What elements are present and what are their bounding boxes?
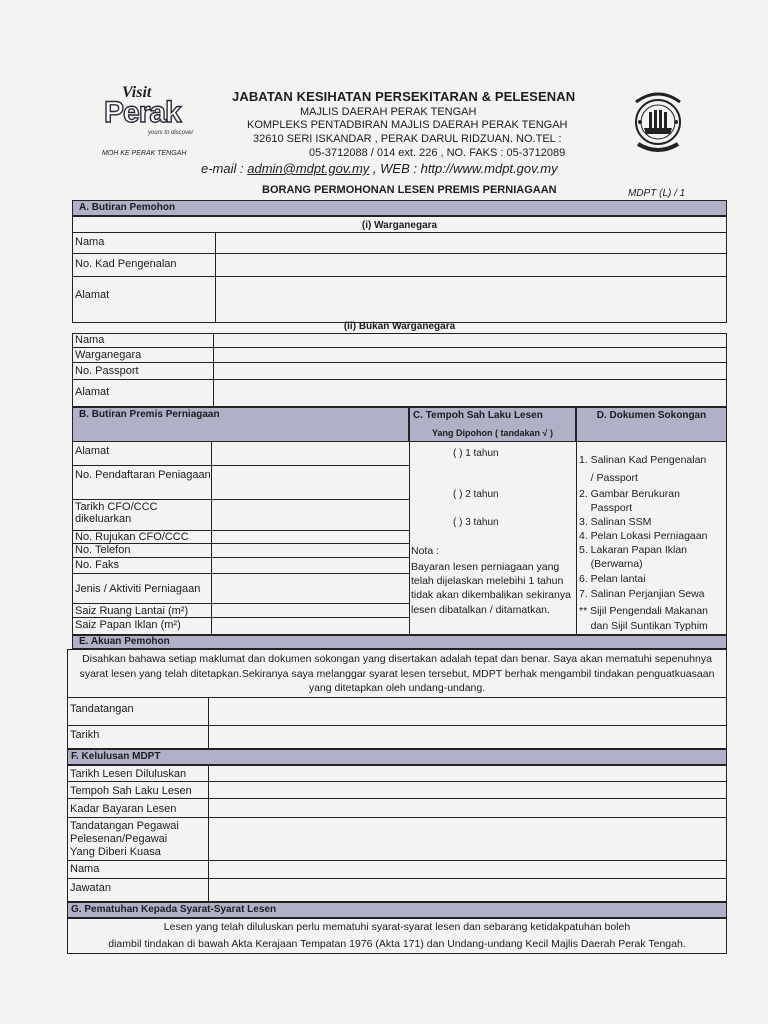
business-registration-field[interactable]	[213, 466, 408, 499]
floor-size-field[interactable]	[213, 604, 408, 617]
nota-line-4: lesen dibatalkan / ditamatkan.	[411, 604, 550, 616]
cfo-date-field[interactable]	[213, 500, 408, 530]
nota-label: Nota :	[411, 545, 440, 557]
section-a-header	[72, 200, 727, 216]
document-item: 7. Salinan Perjanjian Sewa	[579, 588, 705, 600]
officer-signature-label-1: Tandatangan Pegawai	[70, 820, 179, 832]
premises-address-label: Alamat	[75, 445, 110, 457]
cfo-reference-label: No. Rujukan CFO/CCC	[75, 531, 189, 543]
business-activity-label: Jenis / Aktiviti Perniagaan	[75, 583, 201, 595]
citizen-name-field[interactable]	[217, 234, 725, 252]
period-option-3-years[interactable]: ( ) 3 tahun	[453, 517, 499, 528]
license-validity-field[interactable]	[210, 782, 726, 798]
org-title: JABATAN KESIHATAN PERSEKITARAN & PELESENAN	[232, 89, 576, 104]
license-validity-label: Tempoh Sah Laku Lesen	[70, 785, 192, 797]
document-item: 5. Lakaran Papan Iklan	[579, 544, 687, 556]
declaration-line-3: yang ditetapkan oleh undang-undang.	[308, 682, 486, 694]
section-b-title: B. Butiran Premis Perniagaan	[79, 409, 220, 420]
noncitizen-name-label: Nama	[75, 334, 105, 346]
cfo-date-label-2: dikeluarkan	[75, 513, 132, 525]
citizen-subtitle: (i) Warganegara	[361, 220, 438, 231]
fax-label: No. Faks	[75, 559, 120, 571]
business-activity-field[interactable]	[213, 574, 408, 603]
period-option-1-year[interactable]: ( ) 1 tahun	[453, 448, 499, 459]
license-fee-field[interactable]	[210, 799, 726, 817]
document-item: / Passport	[579, 472, 638, 484]
nota-line-2: telah dijelaskan melebihi 1 tahun	[411, 575, 564, 587]
compliance-line-2: diambil tindakan di bawah Akta Kerajaan Tempatan 1976 (Akta 171) dan Undang-undang Kecil Majlis Daerah Perak Tengah.	[108, 938, 686, 950]
approval-date-label: Tarikh Lesen Diluluskan	[70, 768, 187, 780]
logo-visit-text: Visit	[122, 84, 152, 101]
fax-field[interactable]	[213, 558, 408, 573]
officer-name-field[interactable]	[210, 861, 726, 878]
phone-field[interactable]	[213, 544, 408, 557]
noncitizen-subtitle: (ii) Bukan Warganegara	[343, 321, 456, 332]
logo-perak-text: Perak	[104, 96, 181, 129]
section-e-header	[72, 635, 727, 649]
document-item: (Berwarna)	[579, 558, 643, 570]
date-field[interactable]	[210, 726, 726, 748]
citizen-address-field[interactable]	[217, 278, 725, 322]
document-item: dan Sijil Suntikan Typhim	[579, 620, 708, 632]
phone-line: 05-3712088 / 014 ext. 226 , NO. FAKS : 05-3712089	[309, 147, 566, 159]
officer-signature-label-3: Yang Diberi Kuasa	[70, 846, 161, 858]
email-prefix: e-mail :	[201, 161, 248, 176]
citizen-ic-field[interactable]	[217, 255, 725, 275]
address-line: 32610 SERI ISKANDAR , PERAK DARUL RIDZUAN. NO.TEL :	[253, 133, 562, 145]
officer-position-field[interactable]	[210, 879, 726, 901]
application-form	[67, 199, 727, 954]
email-link[interactable]: admin@mdpt.gov.my	[247, 161, 370, 176]
document-item: 4. Pelan Lokasi Perniagaan	[579, 530, 708, 542]
signboard-size-field[interactable]	[213, 618, 408, 634]
date-label: Tarikh	[70, 729, 100, 741]
noncitizen-address-field[interactable]	[215, 380, 726, 406]
business-registration-label: No. Pendaftaran Peniagaan	[75, 469, 211, 481]
section-g-header	[67, 902, 727, 918]
declaration-line-1: Disahkan bahawa setiap maklumat dan dokumen sokongan yang disertakan adalah tepat dan benar. Saya akan mematuhi sepenuhnya	[82, 653, 712, 665]
section-d-title: D. Dokumen Sokongan	[596, 410, 707, 421]
council-name: MAJLIS DAERAH PERAK TENGAH	[300, 106, 477, 118]
web-link[interactable]: http://www.mdpt.gov.my	[420, 161, 558, 176]
section-f-header	[67, 749, 727, 765]
phone-label: No. Telefon	[75, 544, 131, 556]
document-item: 1. Salinan Kad Pengenalan	[579, 454, 707, 466]
section-c-title: C. Tempoh Sah Laku Lesen	[413, 410, 543, 421]
officer-signature-field[interactable]	[210, 818, 726, 860]
premises-address-field[interactable]	[213, 443, 408, 465]
nota-line-1: Bayaran lesen perniagaan yang	[411, 561, 560, 573]
compliance-line-1: Lesen yang telah diluluskan perlu mematuhi syarat-syarat lesen dan sebarang ketidakpatuhan boleh	[163, 921, 631, 933]
document-item: 2. Gambar Berukuran	[579, 488, 680, 500]
citizen-ic-label: No. Kad Pengenalan	[75, 258, 177, 270]
noncitizen-passport-field[interactable]	[215, 363, 726, 379]
citizen-address-label: Alamat	[75, 289, 110, 301]
noncitizen-nationality-label: Warganegara	[75, 349, 142, 361]
period-option-2-years[interactable]: ( ) 2 tahun	[453, 489, 499, 500]
signature-field[interactable]	[210, 698, 726, 725]
noncitizen-passport-label: No. Passport	[75, 365, 139, 377]
form-title: BORANG PERMOHONAN LESEN PREMIS PERNIAGAAN	[262, 184, 557, 196]
document-item: Passport	[579, 502, 633, 514]
citizen-name-label: Nama	[75, 236, 105, 248]
license-fee-label: Kadar Bayaran Lesen	[70, 803, 177, 815]
noncitizen-address-label: Alamat	[75, 386, 110, 398]
section-g-title: G. Pematuhan Kepada Syarat-Syarat Lesen	[71, 904, 277, 915]
contact-line	[201, 161, 558, 176]
approval-date-field[interactable]	[210, 766, 726, 781]
cfo-reference-field[interactable]	[213, 531, 408, 543]
document-item: 3. Salinan SSM	[579, 516, 652, 528]
document-item: 6. Pelan lantai	[579, 573, 646, 585]
cfo-date-label-1: Tarikh CFO/CCC	[75, 501, 158, 513]
complex-name: KOMPLEKS PENTADBIRAN MAJLIS DAERAH PERAK TENGAH	[247, 119, 568, 131]
section-c-subtitle: Yang Dipohon ( tandakan √ )	[432, 428, 553, 438]
nota-line-3: tidak akan dikembalikan sekiranya	[411, 589, 571, 601]
logo-tagline: yours to discover	[148, 130, 194, 136]
officer-name-label: Nama	[70, 863, 100, 875]
officer-signature-label-2: Pelesenan/Pegawai	[70, 833, 168, 845]
noncitizen-nationality-field[interactable]	[215, 348, 726, 362]
logo-caption: MOH KE PERAK TENGAH	[102, 150, 187, 157]
section-f-title: F. Kelulusan MDPT	[71, 751, 161, 762]
document-item: ** Sijil Pengendali Makanan	[579, 605, 708, 617]
visit-perak-logo	[100, 84, 202, 162]
noncitizen-name-field[interactable]	[215, 334, 726, 347]
declaration-line-2: syarat lesen yang telah ditetapkan.Sekiranya saya melanggar syarat lesen tersebut, MDPT berhak mengambil tindakan penguatkuasaan	[79, 668, 715, 680]
section-b-header	[72, 407, 409, 442]
floor-size-label: Saiz Ruang Lantai (m²)	[75, 605, 189, 617]
section-e-title: E. Akuan Pemohon	[79, 636, 170, 647]
form-code: MDPT (L) / 1	[628, 188, 686, 199]
signature-label: Tandatangan	[70, 703, 134, 715]
web-prefix: , WEB :	[369, 161, 421, 176]
officer-position-label: Jawatan	[70, 882, 111, 894]
signboard-size-label: Saiz Papan Iklan (m²)	[75, 619, 181, 631]
council-crest-icon	[626, 88, 690, 156]
section-a-title: A. Butiran Pemohon	[79, 202, 176, 213]
